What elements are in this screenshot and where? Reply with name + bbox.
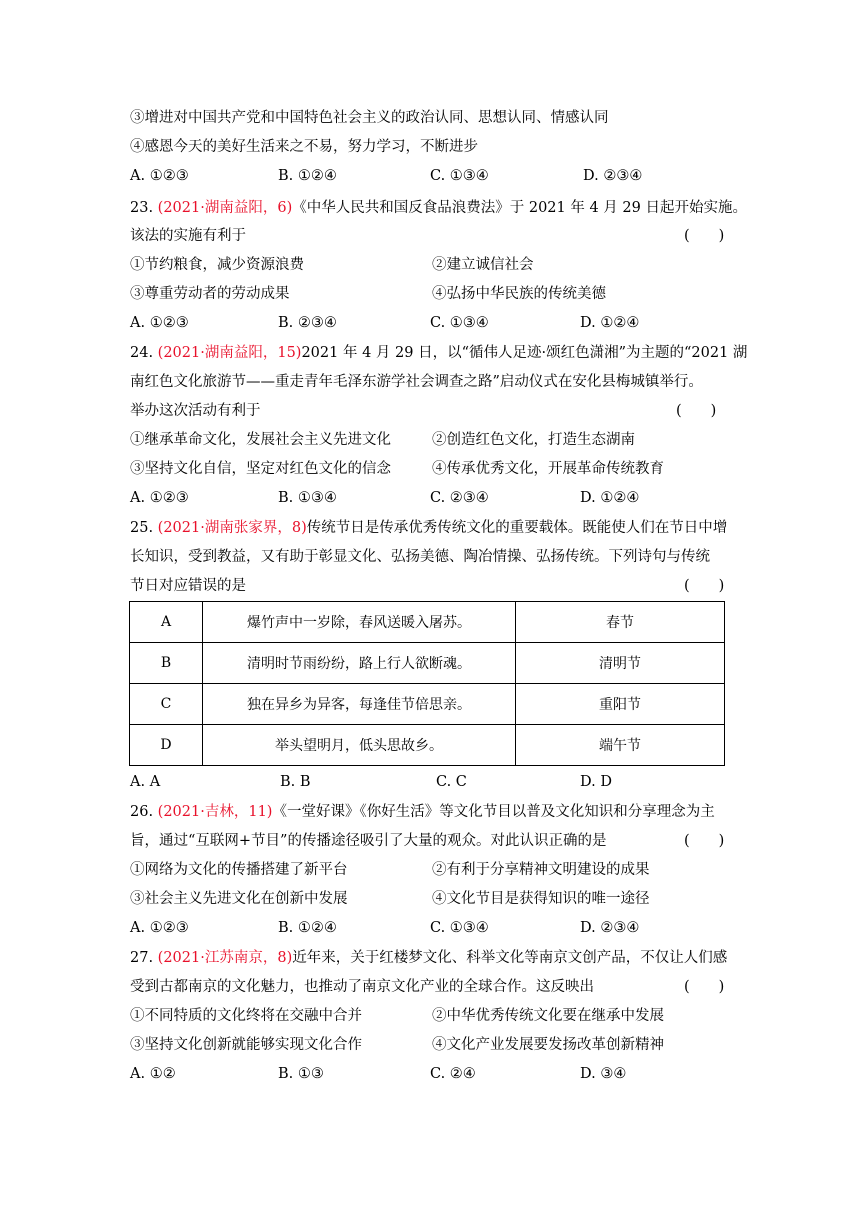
q23-option-d: D. ①②④ [580, 315, 640, 331]
q27-item-2: ②中华优秀传统文化要在继承中发展 [432, 1008, 664, 1024]
q24-stem-line-3: 举办这次活动有利于 [130, 403, 261, 419]
q24-stem-line-2: 南红色文化旅游节——重走青年毛泽东游学社会调查之路”启动仪式在安化县梅城镇举行。 [130, 374, 703, 390]
table-cell-festival: 清明节 [516, 643, 725, 684]
q22-option-b: B. ①②④ [278, 168, 337, 184]
q23-stem-text: 《中华人民共和国反食品浪费法》于 2021 年 4 月 29 日起开始实施。 [292, 200, 747, 216]
table-cell-poem: 清明时节雨纷纷，路上行人欲断魂。 [203, 643, 516, 684]
q25-source: (2021·湖南张家界，8) [157, 520, 307, 536]
q27-source: (2021·江苏南京，8) [157, 950, 293, 966]
q27-answer-blank: ( ) [684, 979, 725, 995]
q26-stem-line-1 [130, 802, 715, 822]
table-cell-festival: 春节 [516, 602, 725, 643]
poem-festival-table [129, 601, 725, 766]
q26-source: (2021·吉林，11) [157, 804, 273, 820]
table-row [130, 643, 725, 684]
q23-stem-line-2: 该法的实施有利于 [130, 228, 246, 244]
q23-item-2: ②建立诚信社会 [432, 257, 534, 273]
table-cell-poem: 举头望明月，低头思故乡。 [203, 725, 516, 766]
q26-option-b: B. ①②④ [278, 920, 337, 936]
q22-option-d: D. ②③④ [583, 168, 643, 184]
q23-stem-line-1 [130, 198, 747, 218]
q25-stem-line-1 [130, 518, 727, 538]
q24-stem-line-1 [130, 343, 747, 363]
q27-option-c: C. ②④ [430, 1066, 476, 1082]
q23-answer-blank: ( ) [684, 228, 725, 244]
q24-option-c: C. ②③④ [430, 490, 489, 506]
q26-stem-line-2: 旨，通过“互联网+节目”的传播途径吸引了大量的观众。对此认识正确的是 [130, 833, 607, 849]
q24-option-d: D. ①②④ [580, 490, 640, 506]
q26-item-3: ③社会主义先进文化在创新中发展 [130, 891, 348, 907]
q24-option-b: B. ①③④ [278, 490, 337, 506]
q22-option-a: A. ①②③ [130, 168, 189, 184]
q24-item-3: ③坚持文化自信，坚定对红色文化的信念 [130, 461, 391, 477]
q26-stem-text: 《一堂好课》《你好生活》等文化节目以普及文化知识和分享理念为主 [272, 804, 715, 820]
q26-item-2: ②有利于分享精神文明建设的成果 [432, 862, 650, 878]
q25-option-b: B. B [280, 774, 311, 790]
q25-answer-blank: ( ) [684, 578, 725, 594]
q23-option-b: B. ②③④ [278, 315, 337, 331]
table-cell-letter: B [130, 643, 203, 684]
table-row [130, 602, 725, 643]
q24-item-4: ④传承优秀文化，开展革命传统教育 [432, 461, 664, 477]
q24-stem-text: 2021 年 4 月 29 日，以“循伟人足迹·颂红色潇湘”为主题的“2021 湖 [301, 345, 748, 361]
q27-option-a: A. ①② [130, 1066, 176, 1082]
q24-answer-blank: ( ) [676, 403, 717, 419]
q25-number: 25. [130, 520, 158, 536]
q25-option-a: A. A [130, 774, 161, 790]
q23-item-1: ①节约粮食，减少资源浪费 [130, 257, 304, 273]
q23-number: 23. [130, 200, 158, 216]
q27-option-b: B. ①③ [278, 1066, 324, 1082]
q26-answer-blank: ( ) [684, 833, 725, 849]
q25-stem-line-2: 长知识，受到教益，又有助于彰显文化、弘扬美德、陶冶情操、弘扬传统。下列诗句与传统 [130, 549, 710, 565]
q24-source: (2021·湖南益阳，15) [157, 345, 302, 361]
q23-option-c: C. ①③④ [430, 315, 489, 331]
q22-item-3: ③增进对中国共产党和中国特色社会主义的政治认同、思想认同、情感认同 [130, 110, 609, 126]
table-row [130, 725, 725, 766]
table-cell-festival: 重阳节 [516, 684, 725, 725]
q26-option-a: A. ①②③ [130, 920, 189, 936]
q27-number: 27. [130, 950, 158, 966]
q23-item-3: ③尊重劳动者的劳动成果 [130, 286, 290, 302]
q22-option-c: C. ①③④ [430, 168, 489, 184]
q25-stem-line-3: 节日对应错误的是 [130, 578, 246, 594]
q27-stem-text: 近年来，关于红楼梦文化、科举文化等南京文创产品，不仅让人们感 [292, 950, 728, 966]
q27-item-4: ④文化产业发展要发扬改革创新精神 [432, 1037, 664, 1053]
q26-option-d: D. ②③④ [580, 920, 640, 936]
q24-item-2: ②创造红色文化，打造生态湖南 [432, 432, 635, 448]
q26-number: 26. [130, 804, 158, 820]
table-cell-poem: 爆竹声中一岁除，春风送暖入屠苏。 [203, 602, 516, 643]
q23-source: (2021·湖南益阳，6) [157, 200, 293, 216]
table-row [130, 684, 725, 725]
q27-option-d: D. ③④ [580, 1066, 627, 1082]
q26-option-c: C. ①③④ [430, 920, 489, 936]
q27-stem-line-2: 受到古都南京的文化魅力，也推动了南京文化产业的全球合作。这反映出 [130, 979, 594, 995]
q23-option-a: A. ①②③ [130, 315, 189, 331]
q24-number: 24. [130, 345, 158, 361]
q27-item-1: ①不同特质的文化终将在交融中合并 [130, 1008, 362, 1024]
q22-item-4: ④感恩今天的美好生活来之不易，努力学习，不断进步 [130, 139, 478, 155]
q27-stem-line-1 [130, 948, 727, 968]
table-cell-letter: D [130, 725, 203, 766]
q27-item-3: ③坚持文化创新就能够实现文化合作 [130, 1037, 362, 1053]
table-cell-poem: 独在异乡为异客，每逢佳节倍思亲。 [203, 684, 516, 725]
table-cell-letter: C [130, 684, 203, 725]
q23-item-4: ④弘扬中华民族的传统美德 [432, 286, 606, 302]
table-cell-letter: A [130, 602, 203, 643]
q24-item-1: ①继承革命文化，发展社会主义先进文化 [130, 432, 391, 448]
q26-item-1: ①网络为文化的传播搭建了新平台 [130, 862, 348, 878]
q26-item-4: ④文化节目是获得知识的唯一途径 [432, 891, 650, 907]
q24-option-a: A. ①②③ [130, 490, 189, 506]
q25-option-c: C. C [436, 774, 467, 790]
table-cell-festival: 端午节 [516, 725, 725, 766]
q25-stem-text: 传统节日是传承优秀传统文化的重要载体。既能使人们在节日中增 [306, 520, 728, 536]
q25-option-d: D. D [580, 774, 612, 790]
